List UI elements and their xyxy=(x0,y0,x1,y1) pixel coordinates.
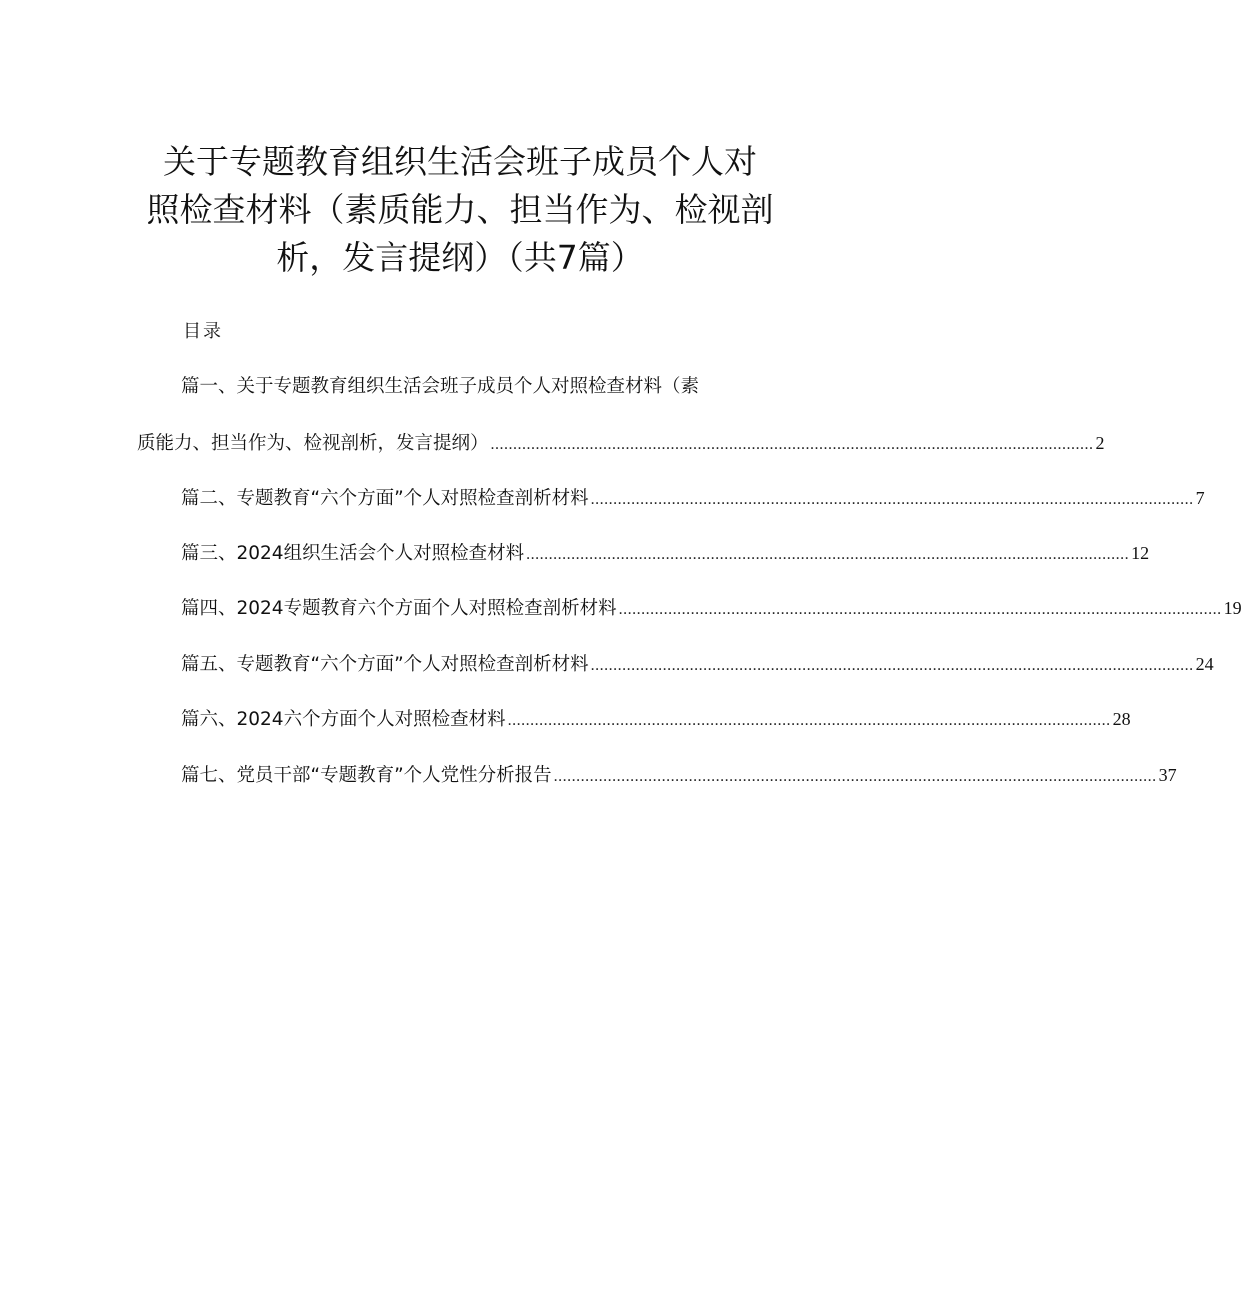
toc-entry-text: 篇七、党员干部“专题教育”个人党性分析报告 xyxy=(181,765,552,786)
toc-entry-4[interactable] xyxy=(181,593,1242,625)
toc-page-number: 24 xyxy=(1195,654,1214,674)
toc-page-number: 28 xyxy=(1112,709,1131,729)
toc-entry-6[interactable] xyxy=(181,704,1131,736)
document-title-line-3: 析，发言提纲）（共7篇） xyxy=(276,238,644,277)
toc-entry-text: 篇三、2024组织生活会个人对照检查材料 xyxy=(181,543,525,564)
toc-heading: 目录 xyxy=(183,321,223,342)
toc-entry-5[interactable] xyxy=(181,649,1214,681)
toc-entry-text: 篇四、2024专题教育六个方面个人对照检查剖析材料 xyxy=(181,598,617,619)
toc-entry-7[interactable] xyxy=(181,760,1177,792)
toc-entry-2[interactable] xyxy=(181,483,1205,515)
toc-page-number: 19 xyxy=(1223,598,1242,618)
toc-entry-text: 篇一、关于专题教育组织生活会班子成员个人对照检查材料（素 xyxy=(181,376,700,397)
toc-leader-dots: ...................................................................................................................................... xyxy=(507,712,1111,729)
toc-page-number: 7 xyxy=(1195,488,1205,508)
document-title-line-1: 关于专题教育组织生活会班子成员个人对 xyxy=(163,142,757,181)
toc-leader-dots: ...................................................................................................................................... xyxy=(490,436,1094,453)
toc-leader-dots: ...................................................................................................................................... xyxy=(590,657,1194,674)
toc-page-number: 2 xyxy=(1095,433,1105,453)
toc-entry-3[interactable] xyxy=(181,538,1150,570)
document-title-line-2: 照检查材料（素质能力、担当作为、检视剖 xyxy=(146,190,774,229)
toc-page-number: 12 xyxy=(1131,543,1150,563)
toc-entry-text: 质能力、担当作为、检视剖析，发言提纲） xyxy=(137,433,489,454)
toc-leader-dots: ...................................................................................................................................... xyxy=(590,491,1194,508)
toc-leader-dots: ...................................................................................................................................... xyxy=(553,768,1157,785)
toc-leader-dots: ...................................................................................................................................... xyxy=(618,601,1222,618)
toc-page-number: 37 xyxy=(1158,765,1177,785)
toc-entry-text: 篇五、专题教育“六个方面”个人对照检查剖析材料 xyxy=(181,654,589,675)
toc-entry-text: 篇六、2024六个方面个人对照检查材料 xyxy=(181,709,506,730)
toc-entry-1-line-2[interactable] xyxy=(137,428,1105,460)
toc-entry-text: 篇二、专题教育“六个方面”个人对照检查剖析材料 xyxy=(181,488,589,509)
toc-leader-dots: ...................................................................................................................................... xyxy=(526,546,1130,563)
toc-entry-1-line-1[interactable] xyxy=(181,372,751,402)
